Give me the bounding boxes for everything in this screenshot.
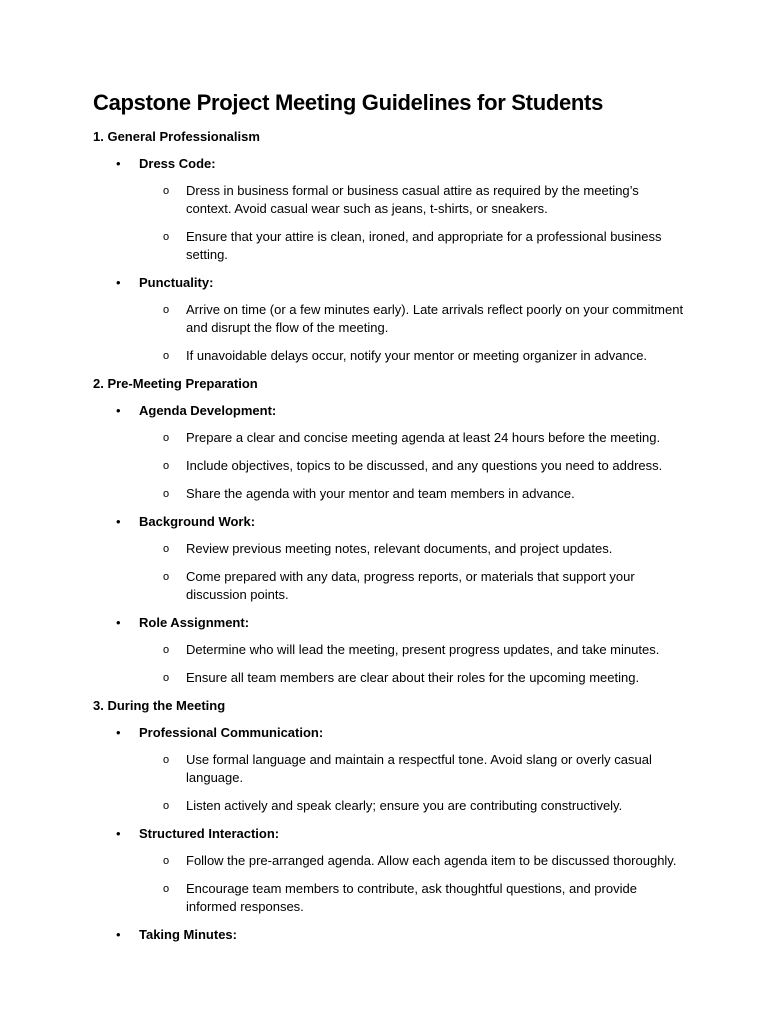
bullet-group-label: Structured Interaction: <box>139 826 280 841</box>
list-item <box>93 540 686 558</box>
list-item <box>93 301 686 337</box>
sub-bullet-icon: o <box>163 571 170 583</box>
list-item <box>93 797 686 815</box>
document-title: Capstone Project Meeting Guidelines for Students <box>93 90 604 115</box>
list-item <box>93 641 686 659</box>
list-item-text: Use formal language and maintain a respectful tone. Avoid slang or overly casual language. <box>186 752 652 785</box>
list-item-text: Listen actively and speak clearly; ensure you are contributing constructively. <box>186 798 623 813</box>
list-item <box>93 751 686 787</box>
bullet-group <box>93 926 693 943</box>
sub-bullet-icon: o <box>163 644 170 656</box>
bullet-icon: • <box>116 826 121 841</box>
bullet-icon: • <box>116 514 121 529</box>
list-item <box>93 228 686 264</box>
list-item-text: Come prepared with any data, progress reports, or materials that support your discussion points. <box>186 569 635 602</box>
list-item <box>93 347 686 365</box>
list-item <box>93 669 686 687</box>
list-item-text: Prepare a clear and concise meeting agenda at least 24 hours before the meeting. <box>186 430 661 445</box>
sub-bullet-icon: o <box>163 304 170 316</box>
bullet-group-label: Dress Code: <box>139 156 216 171</box>
list-item-text: Arrive on time (or a few minutes early). Late arrivals reflect poorly on your commitment and disrupt the flow of the meeting. <box>186 302 684 335</box>
section-heading: 3. During the Meeting <box>93 698 226 713</box>
sub-bullet-icon: o <box>163 350 170 362</box>
sub-bullet-icon: o <box>163 185 170 197</box>
list-item <box>93 182 686 218</box>
bullet-icon: • <box>116 927 121 942</box>
sub-bullet-icon: o <box>163 672 170 684</box>
list-item-text: Ensure that your attire is clean, ironed, and appropriate for a professional business setting. <box>186 229 662 262</box>
list-item-text: Follow the pre-arranged agenda. Allow each agenda item to be discussed thoroughly. <box>186 853 677 868</box>
bullet-group <box>93 825 693 842</box>
bullet-icon: • <box>116 725 121 740</box>
bullet-group-label: Background Work: <box>139 514 256 529</box>
list-item-text: Share the agenda with your mentor and team members in advance. <box>186 486 575 501</box>
document-body <box>93 88 693 953</box>
bullet-group-label: Professional Communication: <box>139 725 324 740</box>
bullet-group <box>93 614 693 631</box>
bullet-icon: • <box>116 275 121 290</box>
list-item <box>93 568 686 604</box>
list-item <box>93 429 686 447</box>
section-heading: 2. Pre-Meeting Preparation <box>93 376 258 391</box>
sub-bullet-icon: o <box>163 855 170 867</box>
bullet-group-label: Role Assignment: <box>139 615 250 630</box>
bullet-group-label: Agenda Development: <box>139 403 277 418</box>
list-item <box>93 880 686 916</box>
bullet-icon: • <box>116 156 121 171</box>
list-item-text: Encourage team members to contribute, ask thoughtful questions, and provide informed responses. <box>186 881 637 914</box>
list-item <box>93 457 686 475</box>
list-item-text: Review previous meeting notes, relevant documents, and project updates. <box>186 541 613 556</box>
sub-bullet-icon: o <box>163 800 170 812</box>
bullet-group <box>93 155 693 172</box>
sub-bullet-icon: o <box>163 488 170 500</box>
list-item <box>93 485 686 503</box>
sub-bullet-icon: o <box>163 460 170 472</box>
list-item-text: If unavoidable delays occur, notify your mentor or meeting organizer in advance. <box>186 348 648 363</box>
list-item-text: Determine who will lead the meeting, present progress updates, and take minutes. <box>186 642 660 657</box>
sub-bullet-icon: o <box>163 543 170 555</box>
sections-container <box>93 128 693 943</box>
list-item-text: Ensure all team members are clear about their roles for the upcoming meeting. <box>186 670 640 685</box>
section-heading: 1. General Professionalism <box>93 129 260 144</box>
bullet-group <box>93 724 693 741</box>
list-item-text: Dress in business formal or business casual attire as required by the meeting’s context. Avoid casual wear such as jeans, t-shirts, or sneakers. <box>186 183 639 216</box>
bullet-icon: • <box>116 403 121 418</box>
bullet-icon: • <box>116 615 121 630</box>
sub-bullet-icon: o <box>163 754 170 766</box>
bullet-group <box>93 274 693 291</box>
bullet-group <box>93 513 693 530</box>
sub-bullet-icon: o <box>163 432 170 444</box>
bullet-group-label: Taking Minutes: <box>139 927 237 942</box>
bullet-group <box>93 402 693 419</box>
list-item-text: Include objectives, topics to be discussed, and any questions you need to address. <box>186 458 663 473</box>
sub-bullet-icon: o <box>163 231 170 243</box>
list-item <box>93 852 686 870</box>
sub-bullet-icon: o <box>163 883 170 895</box>
bullet-group-label: Punctuality: <box>139 275 214 290</box>
